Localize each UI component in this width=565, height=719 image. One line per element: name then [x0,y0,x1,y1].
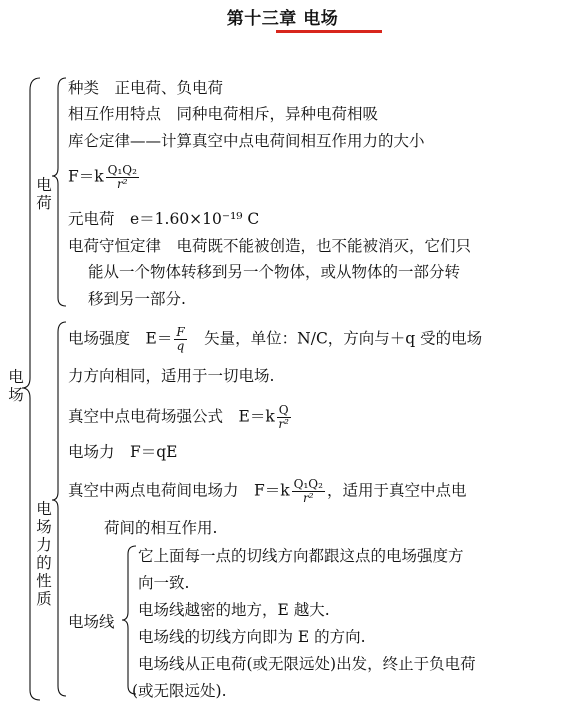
two-force-fraction [292,478,325,505]
lines-brace [122,546,136,694]
field-lines-item-4: 电场线从正电荷(或无限远处)出发，终止于负电荷 [138,655,476,673]
field-strength-line-2: 力方向相同，适用于一切电场. [68,367,275,385]
coulomb-fraction [106,164,139,191]
charge-brace [52,78,66,306]
root-label-text: 电场 [8,368,24,404]
field-brace [52,322,66,696]
conservation-line-3: 移到另一部分. [88,290,186,308]
two-charge-line-2: 荷间的相互作用. [104,519,218,537]
point-field-numerator: Q [278,403,289,417]
field-strength-fraction [174,326,186,353]
field-strength-tail: 矢量，单位：N/C，方向与＋q 受的电场 [188,329,483,348]
field-label [36,500,52,608]
coulomb-denominator: r² [117,177,128,191]
coulomb-formula [68,164,141,191]
point-field-denominator: r² [278,417,289,431]
point-field-lead: 真空中点电荷场强公式 E＝k [68,407,275,426]
coulomb-formula-lhs: F＝k [68,167,104,186]
field-strength [68,326,482,353]
conservation-line-1: 电荷守恒定律 电荷既不能被创造，也不能被消灭，它们只 [68,237,472,255]
two-force-numerator: Q₁Q₂ [293,477,323,491]
field-strength-lead: 电场强度 E＝ [68,329,173,348]
field-lines-label: 电场线 [68,613,115,631]
electric-force: 电场力 F＝qE [68,443,178,461]
charge-kinds: 种类 正电荷、负电荷 [68,79,224,97]
field-lines-item-2: 电场线越密的地方，E 越大. [138,601,330,619]
elementary-charge: 元电荷 e＝1.60×10⁻¹⁹ C [68,210,260,228]
field-lines-item-3: 电场线的切线方向即为 E 的方向. [138,628,366,646]
charge-label-text: 电荷 [36,176,52,212]
two-force-tail: ，适用于真空中点电 [326,481,467,500]
field-lines-item-1b: 向一致. [138,574,190,592]
conservation-line-2: 能从一个物体转移到另一个物体，或从物体的一部分转 [88,263,461,281]
field-strength-numerator: F [176,325,185,339]
charge-label [36,176,52,212]
coulomb-law: 库仑定律——计算真空中点电荷间相互作用力的大小 [68,132,425,150]
point-field-fraction [277,404,291,431]
field-label-text: 电场力的性质 [36,500,52,608]
charge-interaction: 相互作用特点 同种电荷相斥，异种电荷相吸 [68,105,379,123]
field-strength-denominator: q [176,339,185,353]
root-label [8,368,24,404]
field-lines-item-4b: (或无限远处). [132,682,227,700]
two-force-lead: 真空中两点电荷间电场力 F＝k [68,481,290,500]
point-charge-field [68,404,293,431]
page-title: 第十三章 电场 [226,9,339,29]
field-lines-item-1: 它上面每一点的切线方向都跟这点的电场强度方 [138,547,464,565]
coulomb-numerator: Q₁Q₂ [107,163,137,177]
two-charge-force [68,478,466,505]
two-force-denominator: r² [303,491,314,505]
